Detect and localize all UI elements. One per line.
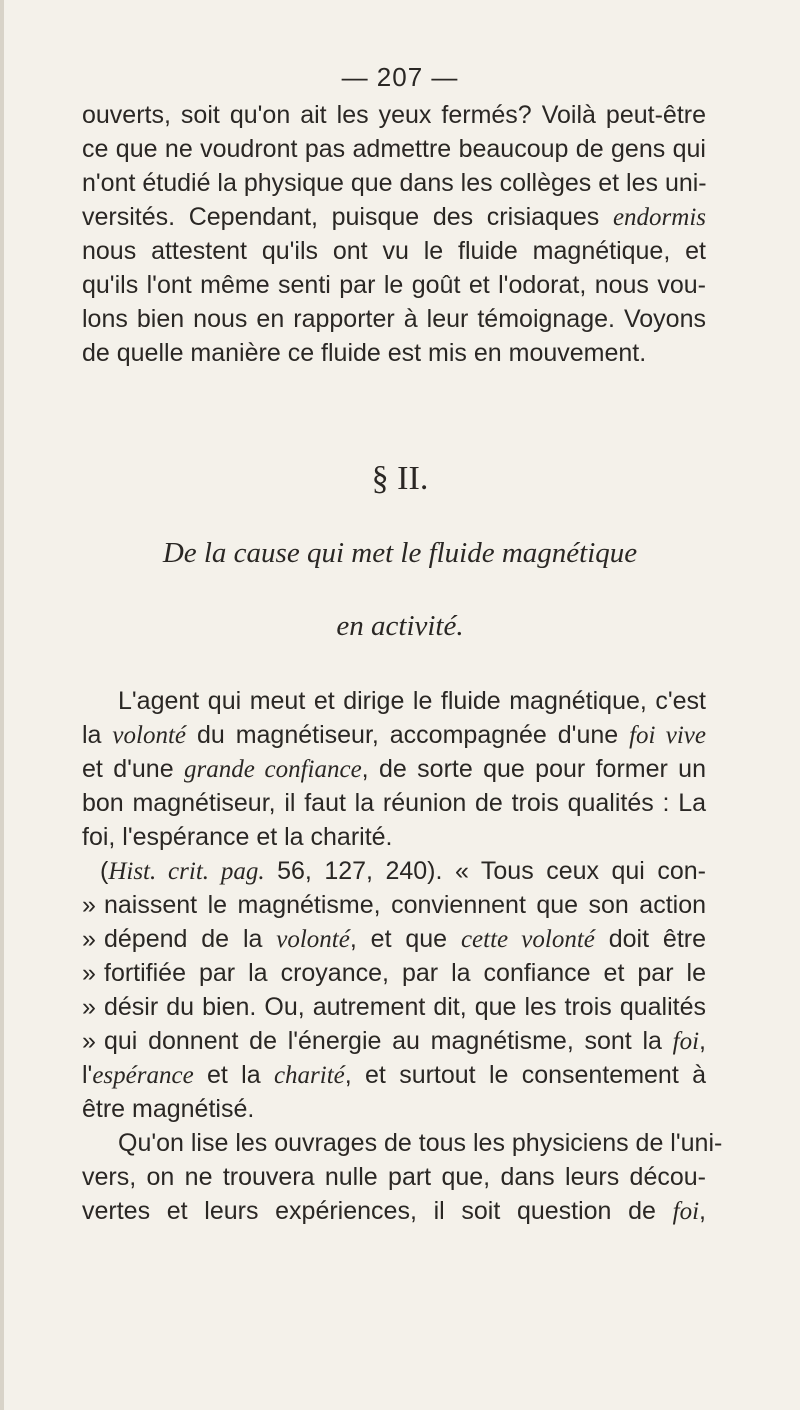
quote-line: » dépend de la volonté, et que cette volonté doit être [82, 922, 706, 957]
text-line: n'ont étudié la physique que dans les collèges et les uni- [82, 169, 707, 197]
quote-line: » désir du bien. Ou, autrement dit, que les trois qualités [82, 990, 706, 1024]
quote-mark: » [82, 1027, 96, 1055]
chapter-title-line-2: en activité. [336, 610, 464, 642]
text-line: nous attestent qu'ils ont vu le fluide magnétique, et [82, 237, 706, 265]
quote-line: » naissent le magnétisme, conviennent que son action [82, 888, 706, 922]
page-edge [0, 0, 4, 1410]
text-line: être magnétisé. [82, 1095, 255, 1123]
italic-word: endormis [612, 204, 706, 231]
text-line: de quelle manière ce fluide est mis en mouvement. [82, 339, 647, 367]
chapter-title: De la cause qui met le fluide magnétique [162, 537, 638, 569]
text-line: Qu'on lise les ouvrages de tous les physiciens de l'uni- [118, 1129, 723, 1157]
text-line: bon magnétiseur, il faut la réunion de trois qualités : La [82, 789, 706, 817]
quote-mark: » [82, 925, 96, 953]
quote-mark: » [82, 959, 96, 987]
text-line: vertes et leurs expériences, il soit question de foi, [82, 1197, 706, 1225]
quote-line: » fortifiée par la croyance, par la confiance et par le [82, 956, 706, 990]
section-heading: § II. [371, 460, 429, 497]
text-line: L'agent qui meut et dirige le fluide magnétique, c'est [118, 687, 706, 715]
quote-line: » qui donnent de l'énergie au magnétisme, sont la foi, [82, 1024, 706, 1059]
text-line: et d'une grande confiance, de sorte que pour former un [82, 755, 706, 783]
text-line: l'espérance et la charité, et surtout le consentement à [82, 1061, 706, 1089]
text-line: vers, on ne trouvera nulle part que, dans leurs décou- [82, 1163, 706, 1191]
quote-mark: » [82, 993, 96, 1021]
text-line: la volonté du magnétiseur, accompagnée d'une foi vive [82, 721, 706, 749]
text-line: ouverts, soit qu'on ait les yeux fermés? Voilà peut-être [82, 101, 706, 129]
text-line: ce que ne voudront pas admettre beaucoup de gens qui [82, 135, 706, 163]
quote-line: (Hist. crit. pag. 56, 127, 240). « Tous ceux qui con- [100, 857, 706, 885]
text-line: versités. Cependant, puisque des crisiaques endormis [82, 203, 706, 231]
page-number: — 207 — [341, 62, 459, 92]
text-line: qu'ils l'ont même senti par le goût et l'odorat, nous vou- [82, 271, 706, 299]
text-line: foi, l'espérance et la charité. [82, 823, 393, 851]
text-line: lons bien nous en rapporter à leur témoignage. Voyons [82, 305, 706, 333]
quote-mark: » [82, 891, 96, 919]
